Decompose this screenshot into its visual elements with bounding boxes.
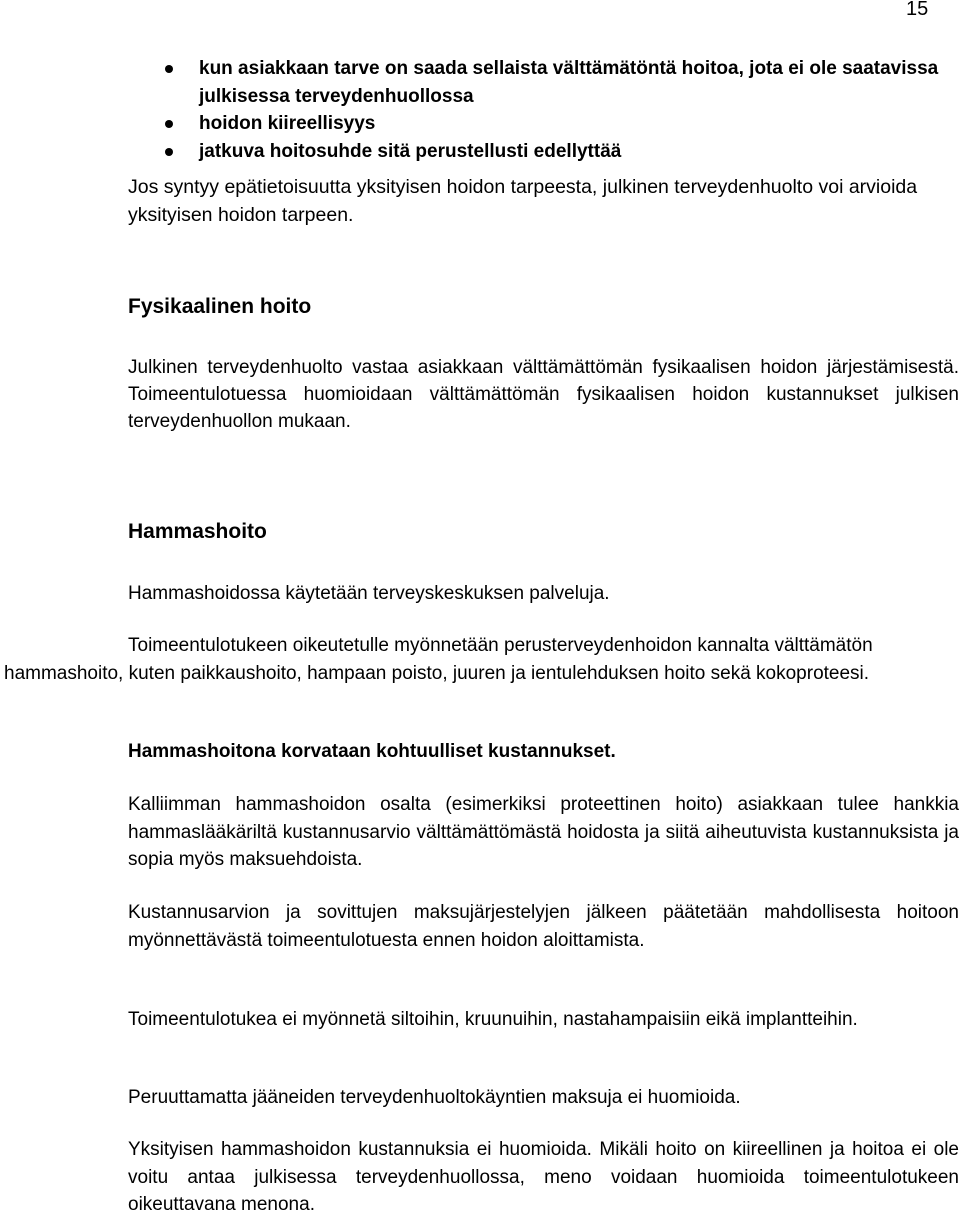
bullet-text: hoidon kiireellisyys [199, 113, 376, 134]
paragraph-private-dental: Yksityisen hammashoidon kustannuksia ei huomioida. Mikäli hoito on kiireellinen ja hoitoa ei ole voitu antaa julkisessa terveydenhuollossa, meno voidaan huomioida toimeentulotukeen oikeuttavana menona. [128, 1139, 959, 1215]
heading-physiotherapy: Fysikaalinen hoito [128, 295, 312, 318]
paragraph-cost-estimate: Kustannusarvion ja sovittujen maksujärjestelyjen jälkeen päätetään mahdollisesta hoitoon myönnettävästä toimeentulotuesta ennen hoidon aloittamista. [128, 902, 959, 951]
paragraph-costly-treatment: Kalliimman hammashoidon osalta (esimerkiksi proteettinen hoito) asiakkaan tulee hankkia hammaslääkäriltä kustannusarvio välttämättömästä hoidosta ja siitä aiheutuvista kustannuksista ja sopia myös maksuehdoista. [128, 794, 959, 870]
bullet-text: kun asiakkaan tarve on saada sellaista välttämätöntä hoitoa, jota ei ole saatavissa julkisessa terveydenhuollossa [199, 58, 939, 107]
page-number: 15 [906, 0, 929, 20]
paragraph-uncertainty: Jos syntyy epätietoisuutta yksityisen hoidon tarpeesta, julkinen terveydenhuolto voi arvioida yksityisen hoidon tarpeen. [128, 176, 918, 226]
bullet-icon [165, 148, 173, 156]
bullet-item [165, 138, 959, 166]
bullet-icon [165, 65, 173, 73]
heading-dental-care: Hammashoito [128, 520, 267, 543]
paragraph-dental-eligible-text: Toimeentulotukeen oikeutetulle myönnetään perusterveydenhoidon kannalta välttämätön hammashoito, kuten paikkaushoito, hampaan poisto, juuren ja ientulehduksen hoito sekä kokoproteesi. [4, 635, 873, 684]
paragraph-physiotherapy: Julkinen terveydenhuolto vastaa asiakkaan välttämättömän fysikaalisen hoidon järjestämisestä. Toimeentulotuessa huomioidaan välttämättömän fysikaalisen hoidon kustannukset julkisen terveydenhuollon mukaan. [128, 357, 959, 432]
criteria-bullet-list [165, 55, 959, 165]
bullet-icon [165, 120, 173, 128]
paragraph-dental-services: Hammashoidossa käytetään terveyskeskuksen palveluja. [128, 583, 610, 604]
bullet-item [165, 55, 959, 110]
bullet-text: jatkuva hoitosuhde sitä perustellusti edellyttää [199, 140, 622, 162]
paragraph-dental-eligible [4, 632, 959, 687]
paragraph-bridges-crowns: Toimeentulotukea ei myönnetä siltoihin, kruunuihin, nastahampaisiin eikä implantteihin. [128, 1009, 858, 1030]
paragraph-reasonable-costs: Hammashoitona korvataan kohtuulliset kustannukset. [128, 741, 616, 762]
bullet-item [165, 110, 959, 138]
paragraph-cancelled-visits: Peruuttamatta jääneiden terveydenhuoltokäyntien maksuja ei huomioida. [128, 1087, 741, 1108]
